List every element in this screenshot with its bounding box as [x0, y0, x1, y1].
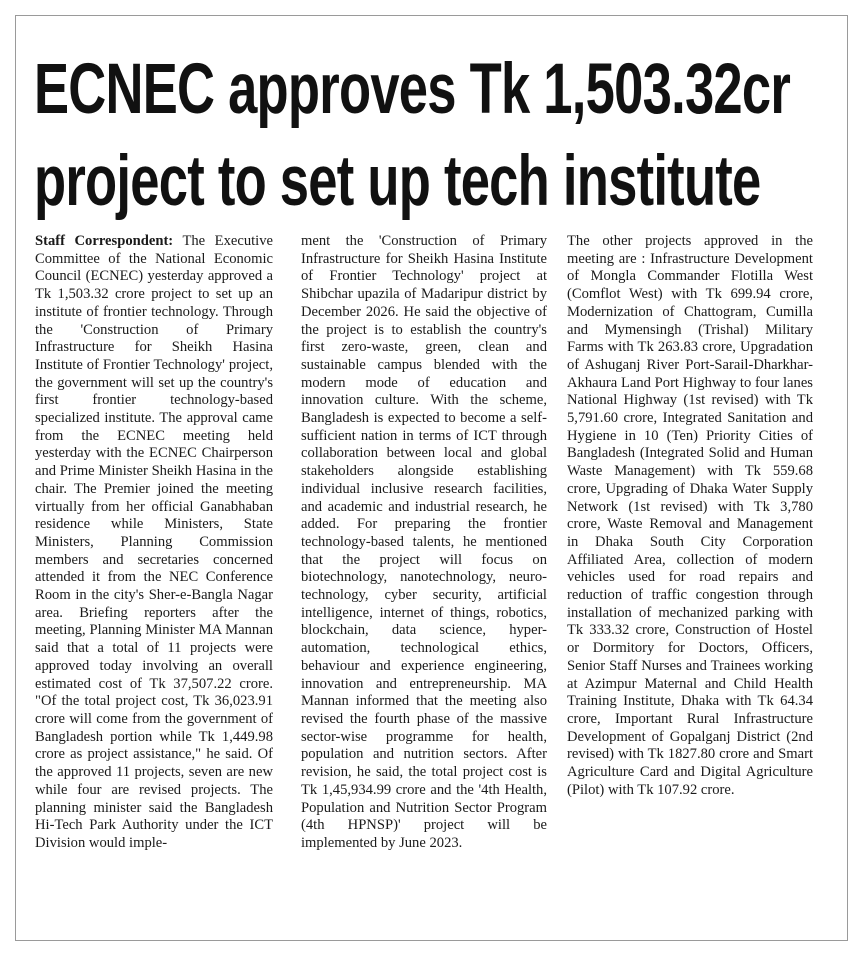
headline — [34, 44, 791, 228]
article-column-2 — [301, 233, 547, 853]
column-2-text: ment the 'Construction of Primary Infrastructure for Sheikh Hasina Institute of Frontier Technology' project at Shibchar upazila of Madaripur district by December 2026. He said the objective of the project is to establish the country's first zero-waste, green, clean and sustainable campus blended with the modern mode of education and innovation culture. With the scheme, Bangladesh is expected to become a self-sufficient nation in terms of ICT through collaboration between local and global stakeholders alongside establishing individual inclusive research facilities, and academic and industrial research, he added. For preparing the frontier technology-based talents, he mentioned that the project will focus on biotechnology, nanotechnology, neuro-technology, cyber security, artificial intelligence, internet of things, robotics, blockchain, data science, hyper-automation, technological ethics, behaviour and experience engineering, innovation and entrepreneurship. MA Mannan informed that the meeting also revised the fourth phase of the massive sector-wise programme for health, population and nutrition sectors. After revision, he said, the total project cost is Tk 1,45,934.99 crore and the '4th Health, Population and Nutrition Sector Program (4th HPNSP)' project will be implemented by June 2023. — [301, 233, 547, 851]
column-3-text: The other projects approved in the meeting are : Infrastructure Development of Mongla Commander Flotilla West (Comflot West) with Tk 699.94 crore, Modernization of Chattogram, Cumilla and Mymensingh (Trishal) Military Farms with Tk 263.83 crore, Upgradation of Ashuganj River Port-Sarail-Dharkhar-Akhaura Land Port Highway to four lanes National Highway (1st revised) with Tk 5,791.60 crore, Integrated Sanitation and Hygiene in 10 (Ten) Priority Cities of Bangladesh (Integrated Solid and Human Waste Management) with Tk 559.68 crore, Upgrading of Dhaka Water Supply Network (1st revised) with Tk 3,780 crore, Waste Removal and Management in Dhaka South City Corporation Affiliated Area, collection of modern vehicles used for road repairs and reduction of traffic congestion through installation of mechanized parking with Tk 333.32 crore, Construction of Hostel or Dormitory for Doctors, Officers, Senior Staff Nurses and Trainees working at Azimpur Maternal and Child Health Training Institute, Dhaka with Tk 64.34 crore, Important Rural Infrastructure Development of Gopalganj District (2nd revised) with Tk 1827.80 crore and Smart Agriculture Card and Digital Agriculture (Pilot) with Tk 107.92 crore. — [567, 233, 813, 798]
byline: Staff Correspondent: — [35, 233, 174, 249]
headline-line-1: ECNEC approves Tk 1,503.32cr — [34, 50, 791, 129]
newspaper-clipping — [15, 15, 848, 941]
article-column-1 — [35, 233, 273, 853]
headline-line-2: project to set up tech institute — [34, 142, 761, 221]
column-1-text: The Executive Committee of the National Economic Council (ECNEC) yesterday approved a Tk 1,503.32 crore project to set up an institute of frontier technology. Through the 'Construction of Primary Infrastructure for Sheikh Hasina Institute of Frontier Technology' project, the government will set up the country's first frontier technology-based specialized institute. The approval came from the ECNEC meeting held yesterday with the ECNEC Chairperson and Prime Minister Sheikh Hasina in the chair. The Premier joined the meeting virtually from her official Ganabhaban residence while Ministers, State Ministers, Planning Commission members and secretaries concerned attended it from the NEC Conference Room in the city's Sher-e-Bangla Nagar area. Briefing reporters after the meeting, Planning Minister MA Mannan said that a total of 11 projects were approved today involving an overall estimated cost of Tk 37,507.22 crore. "Of the total project cost, Tk 36,023.91 crore will come from the government of Bangladesh portion while Tk 1,449.98 crore as project assistance," he said. Of the approved 11 projects, seven are new while four are revised projects. The planning minister said the Bangladesh Hi-Tech Park Authority under the ICT Division would imple- — [35, 233, 273, 851]
article-column-3 — [567, 233, 813, 800]
